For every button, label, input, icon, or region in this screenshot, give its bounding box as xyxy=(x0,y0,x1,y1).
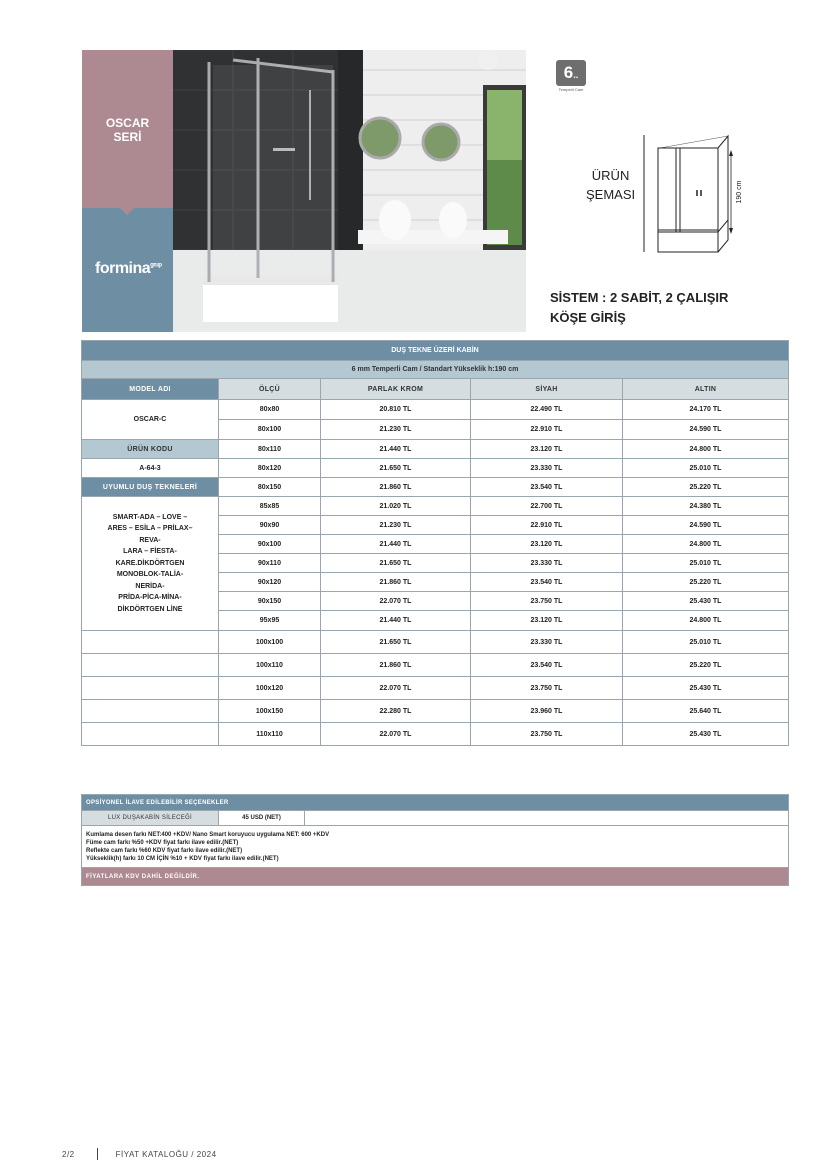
price-gold-cell: 25.220 TL xyxy=(623,573,789,592)
price-black-cell: 22.490 TL xyxy=(471,400,623,420)
compatible-trays-label: UYUMLU DUŞ TEKNELERİ xyxy=(82,478,219,497)
height-dimension-label: 190 cm xyxy=(736,180,743,204)
price-gold-cell: 24.800 TL xyxy=(623,535,789,554)
table-row xyxy=(82,459,789,478)
size-cell: 85x85 xyxy=(219,497,321,516)
header-model: MODEL ADI xyxy=(82,379,219,400)
compatible-tray-line: ARES – ESİLA – PRİLAX– xyxy=(107,525,193,533)
size-cell: 110x110 xyxy=(219,723,321,746)
price-rows xyxy=(82,400,789,746)
price-gold-cell: 24.590 TL xyxy=(623,420,789,440)
compatible-tray-line: KARE.DİKDÖRTGEN xyxy=(115,559,185,567)
price-black-cell: 23.330 TL xyxy=(471,631,623,654)
price-chrome-cell: 22.070 TL xyxy=(321,677,471,700)
price-gold-cell: 24.170 TL xyxy=(623,400,789,420)
size-cell: 80x100 xyxy=(219,420,321,440)
price-gold-cell: 25.640 TL xyxy=(623,700,789,723)
model-name: OSCAR-C xyxy=(82,400,219,440)
price-chrome-cell: 21.440 TL xyxy=(321,535,471,554)
table-row xyxy=(82,497,789,516)
price-black-cell: 22.910 TL xyxy=(471,516,623,535)
badge-caption: Temperli Cam xyxy=(558,87,584,92)
catalog-label: FİYAT KATALOĞU / 2024 xyxy=(115,1149,217,1159)
table-title-row xyxy=(82,341,789,361)
panel-arrow xyxy=(120,208,134,215)
price-black-cell: 23.960 TL xyxy=(471,700,623,723)
table-row xyxy=(82,440,789,459)
table-row xyxy=(82,400,789,420)
size-cell: 80x80 xyxy=(219,400,321,420)
lux-wiper-price: 45 USD (NET) xyxy=(219,811,305,826)
table-title: DUŞ TEKNE ÜZERİ KABİN xyxy=(82,341,789,361)
price-chrome-cell: 21.230 TL xyxy=(321,420,471,440)
price-gold-cell: 24.380 TL xyxy=(623,497,789,516)
price-chrome-cell: 21.650 TL xyxy=(321,554,471,573)
series-name: OSCAR xyxy=(105,116,150,130)
table-subtitle-row xyxy=(82,361,789,379)
compatible-tray-line: REVA- xyxy=(139,536,161,544)
price-chrome-cell: 20.810 TL xyxy=(321,400,471,420)
brand-logo: formina$^{grup}$ xyxy=(95,260,162,277)
price-gold-cell: 24.800 TL xyxy=(623,440,789,459)
price-black-cell: 23.120 TL xyxy=(471,535,623,554)
price-black-cell: 23.540 TL xyxy=(471,573,623,592)
price-gold-cell: 25.430 TL xyxy=(623,677,789,700)
price-chrome-cell: 21.860 TL xyxy=(321,573,471,592)
size-cell: 80x150 xyxy=(219,478,321,497)
size-cell: 100x110 xyxy=(219,654,321,677)
table-row xyxy=(82,631,789,654)
price-black-cell: 23.330 TL xyxy=(471,459,623,478)
footer-divider xyxy=(97,1148,98,1160)
product-photo xyxy=(173,50,526,332)
price-chrome-cell: 21.440 TL xyxy=(321,611,471,631)
hero-banner xyxy=(82,50,526,332)
price-gold-cell: 25.010 TL xyxy=(623,554,789,573)
header-gold: ALTIN xyxy=(623,379,789,400)
note-line: Kumlama desen farkı NET:400 +KDV/ Nano Smart koruyucu uygulama NET: 600 +KDV xyxy=(86,831,330,838)
price-black-cell: 23.120 TL xyxy=(471,611,623,631)
options-footer-row xyxy=(82,868,789,886)
price-table xyxy=(81,340,789,746)
compatible-trays-list xyxy=(82,497,219,631)
options-notes-row xyxy=(82,826,789,868)
compatible-tray-line: NERİDA- xyxy=(135,582,165,590)
compatible-tray-line: SMART-ADA – LOVE – xyxy=(112,513,188,521)
header-black: SİYAH xyxy=(471,379,623,400)
price-chrome-cell: 21.650 TL xyxy=(321,631,471,654)
system-description: SİSTEM : 2 SABİT, 2 ÇALIŞIR KÖŞE GİRİŞ xyxy=(550,290,729,325)
product-code: A-64-3 xyxy=(82,459,219,478)
price-black-cell: 23.540 TL xyxy=(471,654,623,677)
note-line: Yükseklik(h) farkı 10 CM İÇİN %10 + KDV fiyat farkı ilave edilir.(NET) xyxy=(86,855,279,862)
note-line: Reflekte cam farkı %60 KDV fiyat farkı ilave edilir.(NET) xyxy=(86,847,243,854)
header-chrome: PARLAK KROM xyxy=(321,379,471,400)
price-gold-cell: 25.220 TL xyxy=(623,478,789,497)
table-row xyxy=(82,700,789,723)
tempered-glass-badge xyxy=(556,60,586,96)
price-black-cell: 22.910 TL xyxy=(471,420,623,440)
options-lux-row xyxy=(82,811,789,826)
size-cell: 90x150 xyxy=(219,592,321,611)
size-cell: 90x90 xyxy=(219,516,321,535)
size-cell: 95x95 xyxy=(219,611,321,631)
options-title-row xyxy=(82,795,789,811)
size-cell: 100x120 xyxy=(219,677,321,700)
price-chrome-cell: 22.070 TL xyxy=(321,723,471,746)
product-schema-title: ÜRÜN ŞEMASI xyxy=(586,168,636,202)
price-black-cell: 23.540 TL xyxy=(471,478,623,497)
product-code-label: ÜRÜN KODU xyxy=(82,440,219,459)
price-gold-cell: 25.010 TL xyxy=(623,459,789,478)
table-row xyxy=(82,478,789,497)
price-black-cell: 23.750 TL xyxy=(471,677,623,700)
compatible-tray-line: PRİDA-PİCA-MİNA- xyxy=(118,594,182,602)
table-header-row xyxy=(82,379,789,400)
price-gold-cell: 24.590 TL xyxy=(623,516,789,535)
series-label: SERİ xyxy=(113,130,142,144)
price-black-cell: 23.750 TL xyxy=(471,723,623,746)
price-chrome-cell: 21.440 TL xyxy=(321,440,471,459)
series-panel xyxy=(82,50,173,208)
size-cell: 90x110 xyxy=(219,554,321,573)
table-row xyxy=(82,677,789,700)
options-table xyxy=(81,794,789,886)
price-black-cell: 23.750 TL xyxy=(471,592,623,611)
size-cell: 100x150 xyxy=(219,700,321,723)
lux-wiper-label: LUX DUŞAKABİN SİLECEĞİ xyxy=(82,811,219,826)
size-cell: 90x120 xyxy=(219,573,321,592)
header-size: ÖLÇÜ xyxy=(219,379,321,400)
table-row xyxy=(82,654,789,677)
compatible-tray-line: LARA – FİESTA- xyxy=(123,548,177,556)
price-black-cell: 23.330 TL xyxy=(471,554,623,573)
badge-number: 6.. xyxy=(556,60,586,86)
price-black-cell: 23.120 TL xyxy=(471,440,623,459)
price-chrome-cell: 22.070 TL xyxy=(321,592,471,611)
logo-panel xyxy=(82,208,173,332)
shower-schema-drawing xyxy=(640,130,750,255)
price-gold-cell: 24.800 TL xyxy=(623,611,789,631)
size-cell: 80x120 xyxy=(219,459,321,478)
vat-notice: FİYATLARA KDV DAHİL DEĞİLDİR. xyxy=(82,868,789,886)
price-chrome-cell: 21.020 TL xyxy=(321,497,471,516)
price-chrome-cell: 21.230 TL xyxy=(321,516,471,535)
price-chrome-cell: 21.860 TL xyxy=(321,478,471,497)
bathroom-scene-image xyxy=(173,50,526,332)
table-subtitle: 6 mm Temperli Cam / Standart Yükseklik h:190 cm xyxy=(82,361,789,379)
price-gold-cell: 25.010 TL xyxy=(623,631,789,654)
price-chrome-cell: 21.650 TL xyxy=(321,459,471,478)
price-chrome-cell: 21.860 TL xyxy=(321,654,471,677)
options-notes xyxy=(82,826,789,868)
size-cell: 90x100 xyxy=(219,535,321,554)
size-cell: 80x110 xyxy=(219,440,321,459)
compatible-tray-line: MONOBLOK-TALİA- xyxy=(116,571,184,579)
options-title: OPSİYONEL İLAVE EDİLEBİLİR SEÇENEKLER xyxy=(82,795,789,811)
price-gold-cell: 25.430 TL xyxy=(623,723,789,746)
table-row xyxy=(82,723,789,746)
page-number: 2/2 xyxy=(62,1149,75,1159)
note-line: Füme cam farkı %50 +KDV fiyat farkı ilave edilir.(NET) xyxy=(86,839,239,846)
price-gold-cell: 25.220 TL xyxy=(623,654,789,677)
price-chrome-cell: 22.280 TL xyxy=(321,700,471,723)
price-black-cell: 22.700 TL xyxy=(471,497,623,516)
compatible-tray-line: DİKDÖRTGEN LİNE xyxy=(117,605,183,613)
size-cell: 100x100 xyxy=(219,631,321,654)
page-footer xyxy=(62,1148,217,1160)
price-gold-cell: 25.430 TL xyxy=(623,592,789,611)
